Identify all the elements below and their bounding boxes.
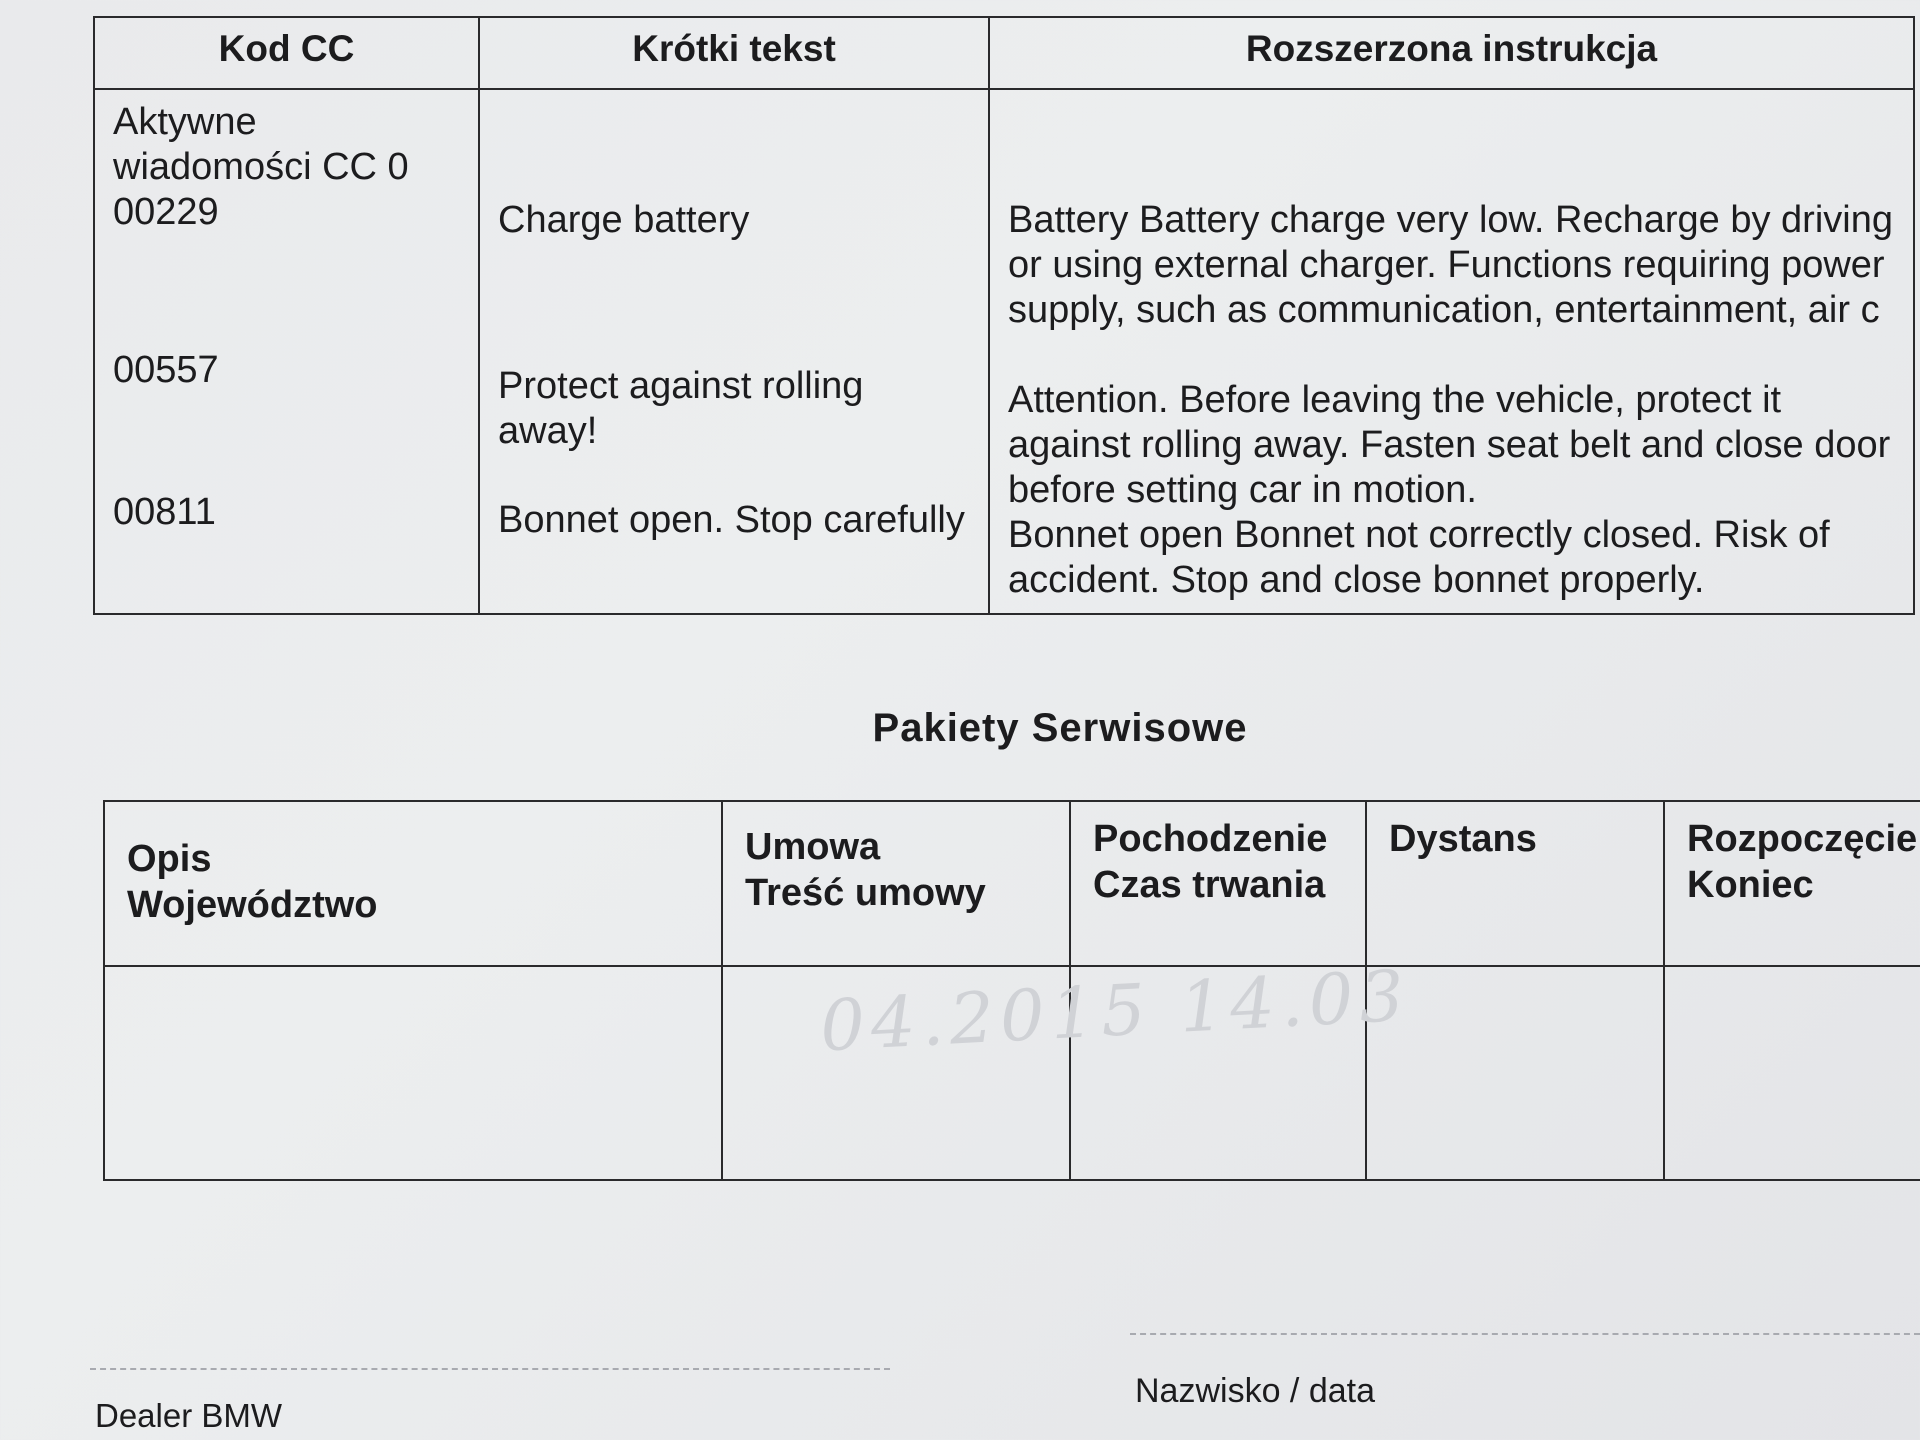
cc-short-text-column xyxy=(479,89,989,614)
cc-table-body-row xyxy=(94,89,1914,614)
header-distance xyxy=(1366,801,1664,966)
header-description: Opis xyxy=(127,838,212,880)
cc-instruction-bonnet: Bonnet open Bonnet not correctly closed. Risk of accident. Stop and close bonnet properly. xyxy=(1008,514,1830,601)
header-contract xyxy=(722,801,1070,966)
header-contract-content: Treść umowy xyxy=(745,872,986,914)
cell-description xyxy=(104,966,722,1180)
service-packages-header-row xyxy=(104,801,1920,966)
signature-line-name-date xyxy=(1130,1333,1920,1335)
service-packages-title: Pakiety Serwisowe xyxy=(872,706,1248,750)
cc-header-short-text: Krótki tekst xyxy=(479,17,989,89)
header-description-region xyxy=(104,801,722,966)
cell-start-end xyxy=(1664,966,1920,1180)
footer-dealer-label: Dealer BMW xyxy=(95,1397,283,1434)
cc-instruction-rolling-away: Attention. Before leaving the vehicle, protect it against rolling away. Fasten seat belt and close door before setting car in motion. xyxy=(1008,379,1891,511)
cc-code-00229: 00229 xyxy=(113,191,219,233)
header-duration: Czas trwania xyxy=(1093,864,1326,906)
cc-header-extended-instruction: Rozszerzona instrukcja xyxy=(989,17,1914,89)
header-start-end xyxy=(1664,801,1920,966)
cc-section-label: Aktywne wiadomości CC 0 xyxy=(113,101,409,188)
header-end: Koniec xyxy=(1687,864,1814,906)
cell-distance xyxy=(1366,966,1664,1180)
cc-short-text-rolling-away: Protect against rolling away! xyxy=(498,365,864,452)
cc-instruction-battery: Battery Battery charge very low. Recharge by driving or using external charger. Functions requiring power supply, such as communication, entertainment, air c xyxy=(1008,199,1893,331)
handwritten-indent-note: 04.2015 14.03 xyxy=(818,954,1412,1068)
cc-table-header-row xyxy=(94,17,1914,89)
signature-line-dealer xyxy=(90,1368,890,1370)
cc-short-text-bonnet-open: Bonnet open. Stop carefully xyxy=(498,499,965,541)
header-start: Rozpoczęcie xyxy=(1687,818,1918,860)
cc-header-code: Kod CC xyxy=(94,17,479,89)
footer-name-date-label: Nazwisko / data xyxy=(1135,1372,1375,1410)
header-origin-duration xyxy=(1070,801,1366,966)
cc-code-column xyxy=(94,89,479,614)
cc-code-00811: 00811 xyxy=(113,491,216,533)
cc-code-00557: 00557 xyxy=(113,349,219,391)
header-origin: Pochodzenie xyxy=(1093,818,1328,860)
cc-extended-instruction-column xyxy=(989,89,1914,614)
cc-messages-table xyxy=(93,16,1915,615)
cc-short-text-charge-battery: Charge battery xyxy=(498,199,750,241)
header-region: Województwo xyxy=(127,884,378,926)
header-distance-label: Dystans xyxy=(1389,818,1537,860)
header-contract-label: Umowa xyxy=(745,826,881,868)
